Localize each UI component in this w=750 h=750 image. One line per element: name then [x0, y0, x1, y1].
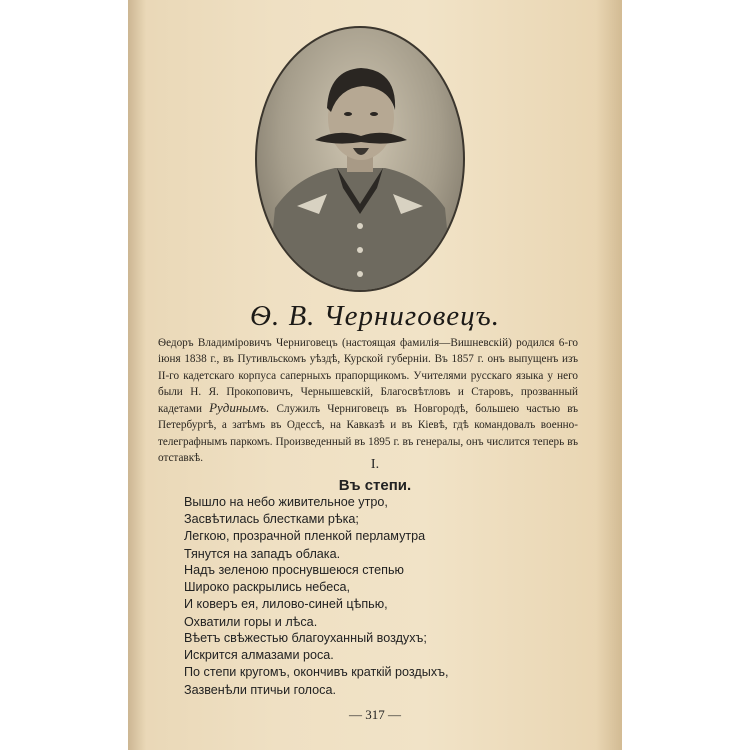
poem-line: Вѣетъ свѣжестью благоуханный воздухъ;	[184, 631, 427, 645]
biography-text-part-2: Служилъ Черниговецъ въ Новгородѣ, большею частью въ Петербургѣ, а затѣмъ въ Одессѣ, на Кавказѣ и въ Кіевѣ, гдѣ командовалъ военно-телеграфнымъ паркомъ. Произведенный въ 1895 г. въ генералы, онъ числится теперь въ отставкѣ.	[158, 403, 578, 465]
poem-line: Искрится алмазами роса.	[184, 648, 334, 663]
biography-paragraph	[158, 335, 578, 466]
page-number: — 317 —	[349, 707, 401, 722]
biography-text-part-1: Ѳедоръ Владиміровичъ Черниговецъ (настоящая фамилія—Вишневскій) родился 6-го іюня 1838 г., въ Путивльскомъ уѣздѣ, Курской губерніи. Въ 1857 г. онъ выпущенъ изъ II-го кадетскаго корпуса саперныхъ прапорщикомъ. Учителями русскаго языка у него были Н. Я. Прокоповичъ, Чернышевскій, Благосвѣтловъ и Старовъ, прозванный кадетами	[158, 337, 578, 416]
poem-line: Широко раскрылись небеса,	[184, 580, 351, 595]
poem-line: Тянутся на западъ облака.	[184, 546, 341, 561]
spine-shadow	[128, 0, 146, 750]
biography-emphasis: Рудинымъ.	[209, 400, 270, 416]
poem-title: Въ степи.	[338, 477, 412, 494]
page-edge-shadow	[596, 0, 622, 750]
book-page	[128, 0, 622, 750]
poem-line: И коверъ ея, лилово-синей цѣпью,	[184, 597, 388, 612]
portrait-caption: Ѳ. В. Черниговецъ.	[250, 300, 500, 332]
poem-number: I.	[370, 457, 380, 472]
poem-line: По степи кругомъ, окончивъ краткій роздыхъ,	[184, 665, 449, 680]
portrait-photo	[255, 26, 465, 292]
poem-stanza-2	[184, 562, 584, 631]
portrait-figure	[257, 28, 463, 290]
poem-line: Вышло на небо живительное утро,	[184, 495, 388, 509]
poem-stanza-1	[184, 494, 584, 563]
poem-line: Легкою, прозрачной пленкой перламутра	[184, 529, 426, 544]
poem-line: Охватили горы и лѣса.	[184, 614, 318, 629]
poem-stanza-3	[184, 630, 584, 699]
poem-line: Надъ зеленою проснувшеюся степью	[184, 563, 405, 577]
poem-line: Зазвенѣли птичьи голоса.	[184, 682, 336, 697]
poem-line: Засвѣтилась блестками рѣка;	[184, 512, 359, 527]
